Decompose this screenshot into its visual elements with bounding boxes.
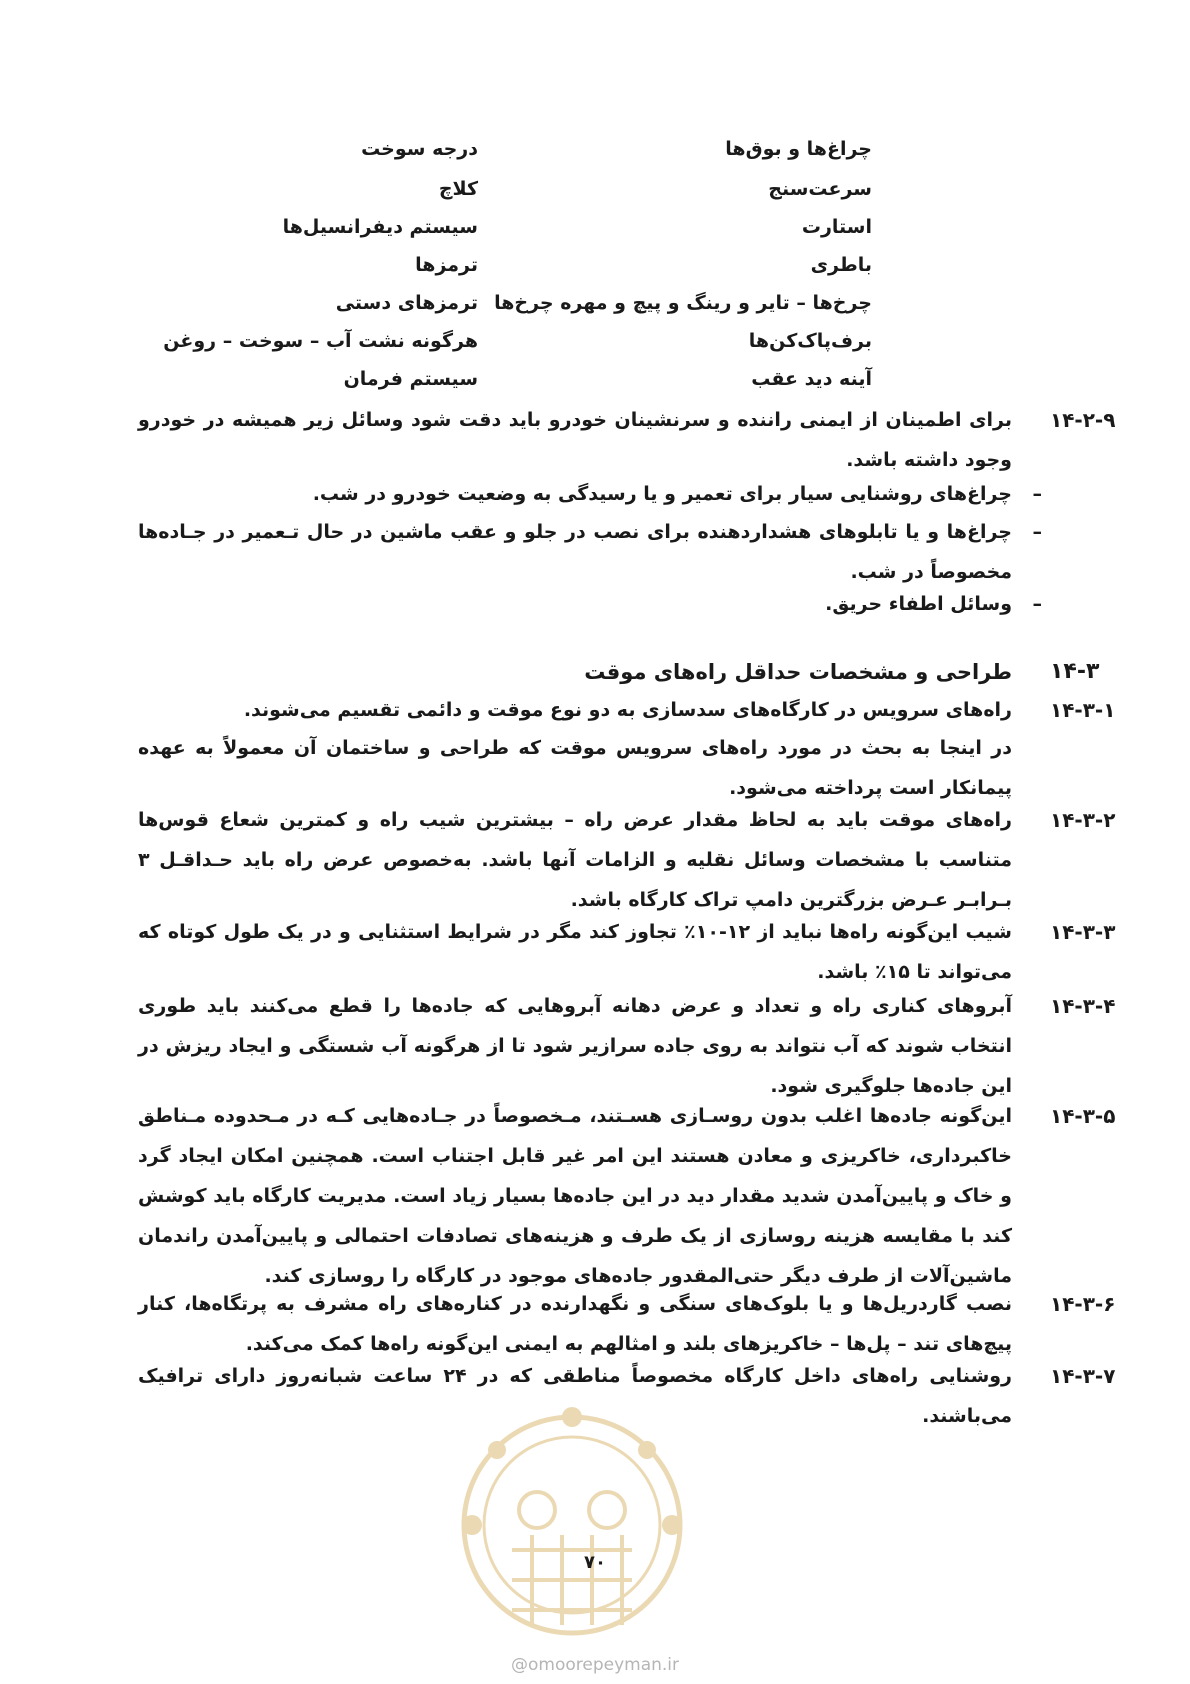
checklist-left-item: ترمزها [415,254,478,276]
paragraph-14-2-9 [138,400,1140,480]
checklist-left-item: سیستم فرمان [343,368,478,390]
paragraph-text: برای اطمینان از ایمنی راننده و سرنشینان خودرو باید دقت شود وسائل زیر همیشه در خودرو وجود داشته باشد. [138,409,1012,471]
paragraph-number: ۱۴-۳-۷ [1050,1364,1116,1388]
checklist-right-item: چراغ‌ها و بوق‌ها [725,138,872,160]
section-heading [138,652,1140,692]
bullet-item [138,512,1140,592]
paragraph-number: ۱۴-۳-۶ [1050,1292,1116,1316]
checklist-left-item: کلاچ [438,178,478,200]
paragraph-14-3-4 [138,986,1140,1106]
watermark-url: @omoorepeyman.ir [510,1655,680,1675]
dash-marker: – [1032,593,1042,615]
checklist-right-item: باطری [810,254,872,276]
paragraph-text: این‌گونه جاده‌ها اغلب بدون روسـازی هسـتند، مـخصوصاً در جـاده‌هایی کـه در مـحدوده مـناطق خاکبرداری، خاکریزی و معادن هستند این امر غیر قابل اجتناب است. همچنین امکان ایجاد گرد و خاک و پایین‌آمدن شدید مقدار دید در این جاده‌ها بسیار زیاد است. مدیریت کارگاه باید کوشش کند با مقایسه هزینه روسازی از یک طرف و هزینه‌های تصادفات احتمالی و پایین‌آمدن راندمان ماشین‌آلات از طرف دیگر حتی‌المقدور جاده‌های موجود در کارگاه را روسازی کند. [138,1105,1012,1287]
bullet-text: چراغ‌های روشنایی سیار برای تعمیر و یا رسیدگی به وضعیت خودرو در شب. [312,483,1012,505]
paragraph-text: راه‌های سرویس در کارگاه‌های سدسازی به دو نوع موقت و دائمی تقسیم می‌شوند. [243,699,1012,721]
paragraph-number: ۱۴-۳-۳ [1050,920,1116,944]
checklist-right-item: آینه دید عقب [751,368,872,390]
checklist-left-item: ترمزهای دستی [335,292,478,314]
paragraph-number: ۱۴-۳-۲ [1050,808,1116,832]
at-icon: @ [510,1655,528,1675]
paragraph-text: روشنایی راه‌های داخل کارگاه مخصوصاً مناطقی که در ۲۴ ساعت شبانه‌روز دارای ترافیک می‌باشند. [138,1365,1012,1427]
paragraph-14-3-2 [138,800,1140,920]
paragraph-number: ۱۴-۳-۱ [1050,698,1116,722]
checklist-right-item: چرخ‌ها – تایر و رینگ و پیچ و مهره چرخ‌ها [494,292,872,314]
paragraph-text: راه‌های موقت باید به لحاظ مقدار عرض راه – بیشترین شیب راه و کمترین شعاع قوس‌ها متناسب با مشخصات وسائل نقلیه و الزامات آنها باشد. به‌خصوص عرض راه باید حـداقـل ۳ بـرابـر عـرض بزرگترین دامپ تراک کارگاه باشد. [138,809,1012,911]
paragraph-text: آبروهای کناری راه و تعداد و عرض دهانه آبروهایی که جاده‌ها را قطع می‌کنند باید طوری انتخاب شوند که آب نتواند به روی جاده سرازیر شود تا از هرگونه آب شستگی و ایجاد ریزش در این جاده‌ها جلوگیری شود. [138,995,1012,1097]
paragraph-14-3-5 [138,1096,1140,1296]
checklist-left-item: هرگونه نشت آب – سوخت – روغن [163,330,478,352]
checklist-right-item: برف‌پاک‌کن‌ها [748,330,872,352]
paragraph-14-3-3 [138,912,1140,992]
bullet-item [138,584,1140,624]
paragraph-number: ۱۴-۲-۹ [1050,408,1116,432]
checklist-right-item: استارت [801,216,872,238]
checklist-left-item: سیستم دیفرانسیل‌ها [282,216,478,238]
paragraph-number: ۱۴-۳-۴ [1050,994,1116,1018]
checklist-left-item: درجه سوخت [361,138,478,160]
dash-marker: – [1032,521,1042,543]
bullet-text: چراغ‌ها و یا تابلوهای هشداردهنده برای نصب در جلو و عقب ماشین در حال تـعمیر در جـاده‌ها مخصوصاً در شب. [138,521,1012,583]
paragraph-text: نصب گاردریل‌ها و یا بلوک‌های سنگی و نگهدارنده در کناره‌های راه مشرف به پرتگاه‌ها، کنار پیچ‌های تند – پل‌ها – خاکریزهای بلند و امثالهم به ایمنی این‌گونه راه‌ها کمک می‌کند. [138,1293,1012,1355]
paragraph-14-3-6 [138,1284,1140,1364]
section-number: ۱۴-۳ [1050,659,1100,684]
paragraph-text-continued: در اینجا به بحث در مورد راه‌های سرویس موقت که طراحی و ساختمان آن معمولاً به عهده پیمانکار است پرداخته می‌شود. [138,737,1012,799]
watermark-logo [452,1390,692,1650]
dash-marker: – [1032,483,1042,505]
page-number: ۷۰ [584,1552,606,1573]
paragraph-text: شیب این‌گونه راه‌ها نباید از ۱۲-۱۰٪ تجاوز کند مگر در شرایط استثنایی و در یک طول کوتاه که می‌تواند تا ۱۵٪ باشد. [138,921,1012,983]
bullet-item [138,474,1140,514]
bullet-text: وسائل اطفاء حریق. [825,593,1012,615]
section-title: طراحی و مشخصات حداقل راه‌های موقت [584,660,1012,684]
paragraph-14-3-1 [138,690,1140,810]
checklist-right-item: سرعت‌سنج [768,178,872,200]
paragraph-number: ۱۴-۳-۵ [1050,1104,1116,1128]
